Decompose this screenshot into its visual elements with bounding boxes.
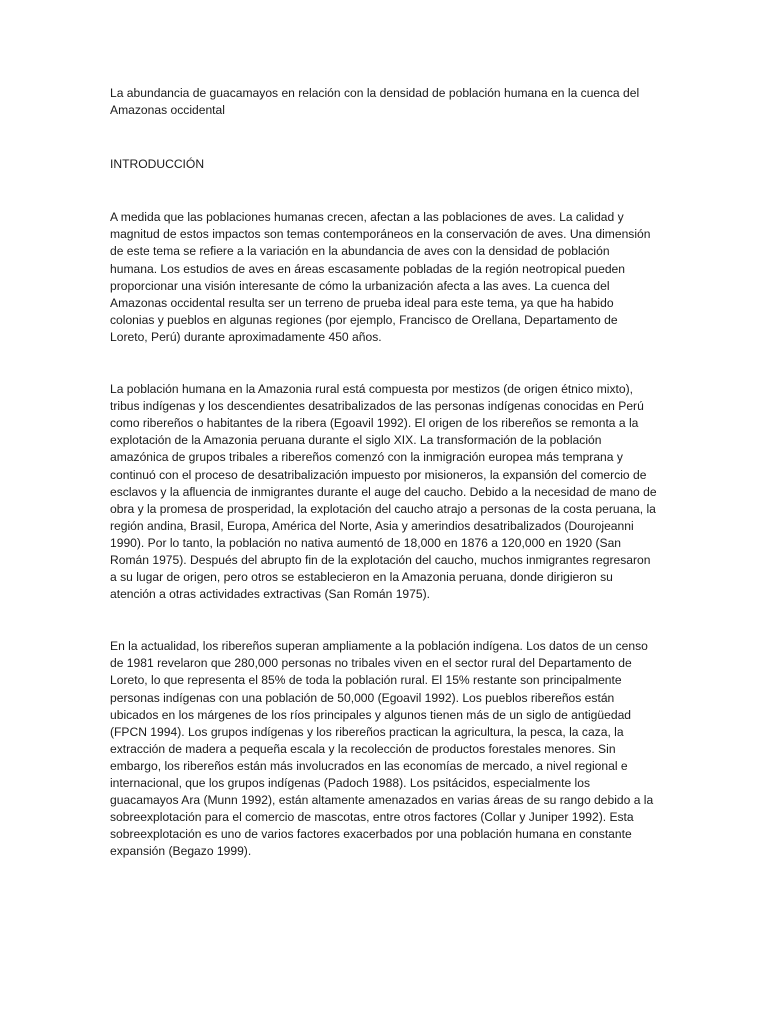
paragraph: A medida que las poblaciones humanas crecen, afectan a las poblaciones de aves. La calidad y magnitud de estos impactos son temas contemporáneos en la conservación de aves. Una dimensión de este tema se refiere a la variación en la abundancia de aves con la densidad de población humana. Los estudios de aves en áreas escasamente pobladas de la región neotropical pueden proporcionar una visión interesante de cómo la urbanización afecta a las aves. La cuenca del Amazonas occidental resulta ser un terreno de prueba ideal para este tema, ya que ha habido colonias y pueblos en algunas regiones (por ejemplo, Francisco de Orellana, Departamento de Loreto, Perú) durante aproximadamente 450 años. — [110, 210, 651, 344]
document-body — [110, 85, 658, 860]
paragraph: En la actualidad, los ribereños superan ampliamente a la población indígena. Los datos de un censo de 1981 revelaron que 280,000 personas no tribales viven en el sector rural del Departamento de Loreto, lo que representa el 85% de toda la población rural. El 15% restante son principalmente personas indígenas con una población de 50,000 (Egoavil 1992). Los pueblos ribereños están ubicados en los márgenes de los ríos principales y algunos tienen más de un siglo de antigüedad (FPCN 1994). Los grupos indígenas y los ribereños practican la agricultura, la pesca, la caza, la extracción de madera a pequeña escala y la recolección de productos forestales menores. Sin embargo, los ribereños están más involucrados en las economías de mercado, a nivel regional e internacional, que los grupos indígenas (Padoch 1988). Los psitácidos, especialmente los guacamayos Ara (Munn 1992), están altamente amenazados en varias áreas de su rango debido a la sobreexplotación para el comercio de mascotas, entre otros factores (Collar y Juniper 1992). Esta sobreexplotación es uno de varios factores exacerbados por una población humana en constante expansión (Begazo 1999). — [110, 639, 654, 859]
document-title: La abundancia de guacamayos en relación con la densidad de población humana en la cuenca del Amazonas occidental — [110, 86, 640, 118]
paragraph: La población humana en la Amazonia rural está compuesta por mestizos (de origen étnico mixto), tribus indígenas y los descendientes desatribalizados de las personas indígenas conocidas en Perú como ribereños o habitantes de la ribera (Egoavil 1992). El origen de los ribereños se remonta a la explotación de la Amazonia peruana durante el siglo XIX. La transformación de la población amazónica de grupos tribales a ribereños comenzó con la inmigración europea más temprana y continuó con el proceso de desatribalización impuesto por misioneros, la expansión del comercio de esclavos y la afluencia de inmigrantes durante el auge del caucho. Debido a la necesidad de mano de obra y la promesa de prosperidad, la explotación del caucho atrajo a personas de la costa peruana, la región andina, Brasil, Europa, América del Norte, Asia y amerindios desatribalizados (Dourojeanni 1990). Por lo tanto, la población no nativa aumentó de 18,000 en 1876 a 120,000 en 1920 (San Román 1975). Después del abrupto fin de la explotación del caucho, muchos inmigrantes regresaron a su lugar de origen, pero otros se establecieron en la Amazonia peruana, donde dirigieron su atención a otras actividades extractivas (San Román 1975). — [110, 382, 657, 602]
section-heading: INTRODUCCIÓN — [110, 157, 205, 172]
